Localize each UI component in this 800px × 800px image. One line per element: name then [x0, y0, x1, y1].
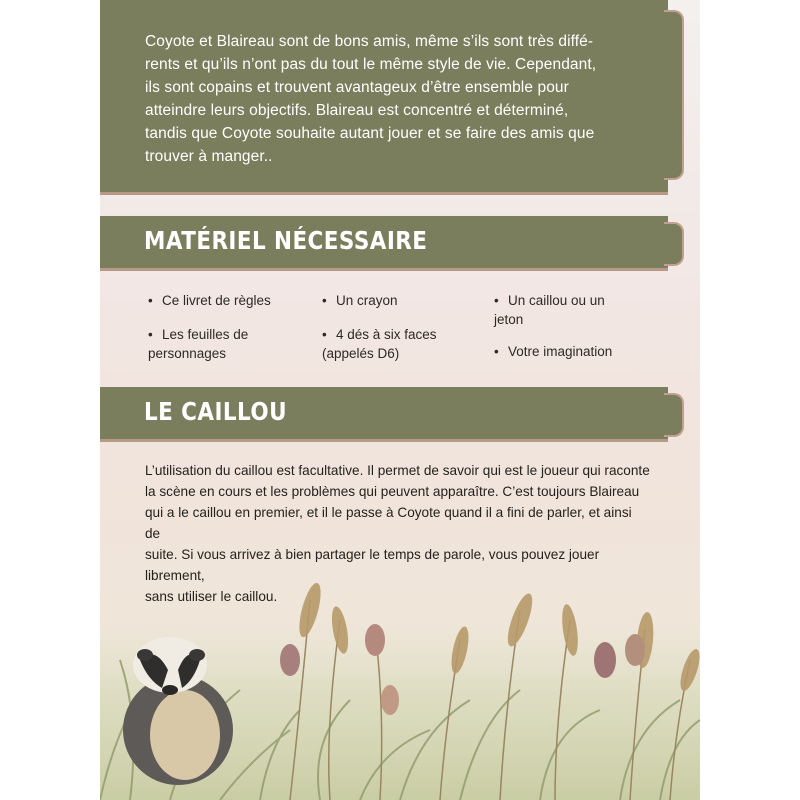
rulebook-page	[100, 0, 700, 800]
intro-line: Coyote et Blaireau sont de bons amis, même s’ils sont très diffé-	[145, 33, 594, 50]
list-item: • Votre imagination	[494, 344, 613, 359]
list-item: • Les feuilles de personnages	[148, 327, 249, 361]
intro-line: rents et qu’ils n’ont pas du tout le même style de vie. Cependant,	[145, 56, 597, 73]
caillou-tab-ornament	[664, 393, 684, 437]
caillou-line: sans utiliser le caillou.	[145, 589, 278, 604]
materiel-tab-ornament	[664, 222, 684, 266]
list-item: • Ce livret de règles	[148, 293, 271, 308]
caillou-line: la scène en cours et les problèmes qui peuvent apparaître. C’est toujours Blaireau	[145, 484, 640, 499]
materiel-list-3	[494, 291, 634, 361]
intro-line: tandis que Coyote souhaite autant jouer et se faire des amis que	[145, 125, 595, 142]
materiel-list-2	[322, 291, 472, 363]
caillou-line: qui a le caillou en premier, et il le passe à Coyote quand il a fini de parler, et ainsi de	[145, 505, 632, 541]
intro-line: ils sont copains et trouvent avantageux d’être ensemble pour	[145, 79, 569, 96]
materiel-banner	[100, 216, 668, 271]
caillou-banner	[100, 387, 668, 442]
intro-tab-ornament	[664, 10, 684, 180]
intro-line: atteindre leurs objectifs. Blaireau est concentré et déterminé,	[145, 102, 569, 119]
intro-text	[145, 30, 645, 168]
caillou-line: L’utilisation du caillou est facultative. Il permet de savoir qui est le joueur qui raconte	[145, 463, 650, 478]
intro-line: trouver à manger..	[145, 148, 273, 165]
list-item: • Un crayon	[322, 293, 398, 308]
materiel-title: MATÉRIEL NÉCESSAIRE	[144, 226, 428, 255]
materiel-list-1	[148, 291, 298, 363]
caillou-line: suite. Si vous arrivez à bien partager le temps de parole, vous pouvez jouer librement,	[145, 547, 600, 583]
list-item: • 4 dés à six faces (appelés D6)	[322, 327, 437, 361]
list-item: • Un caillou ou un jeton	[494, 293, 605, 327]
badger-grass-illustration	[100, 560, 700, 800]
intro-panel	[100, 0, 668, 195]
caillou-title: LE CAILLOU	[144, 397, 287, 426]
